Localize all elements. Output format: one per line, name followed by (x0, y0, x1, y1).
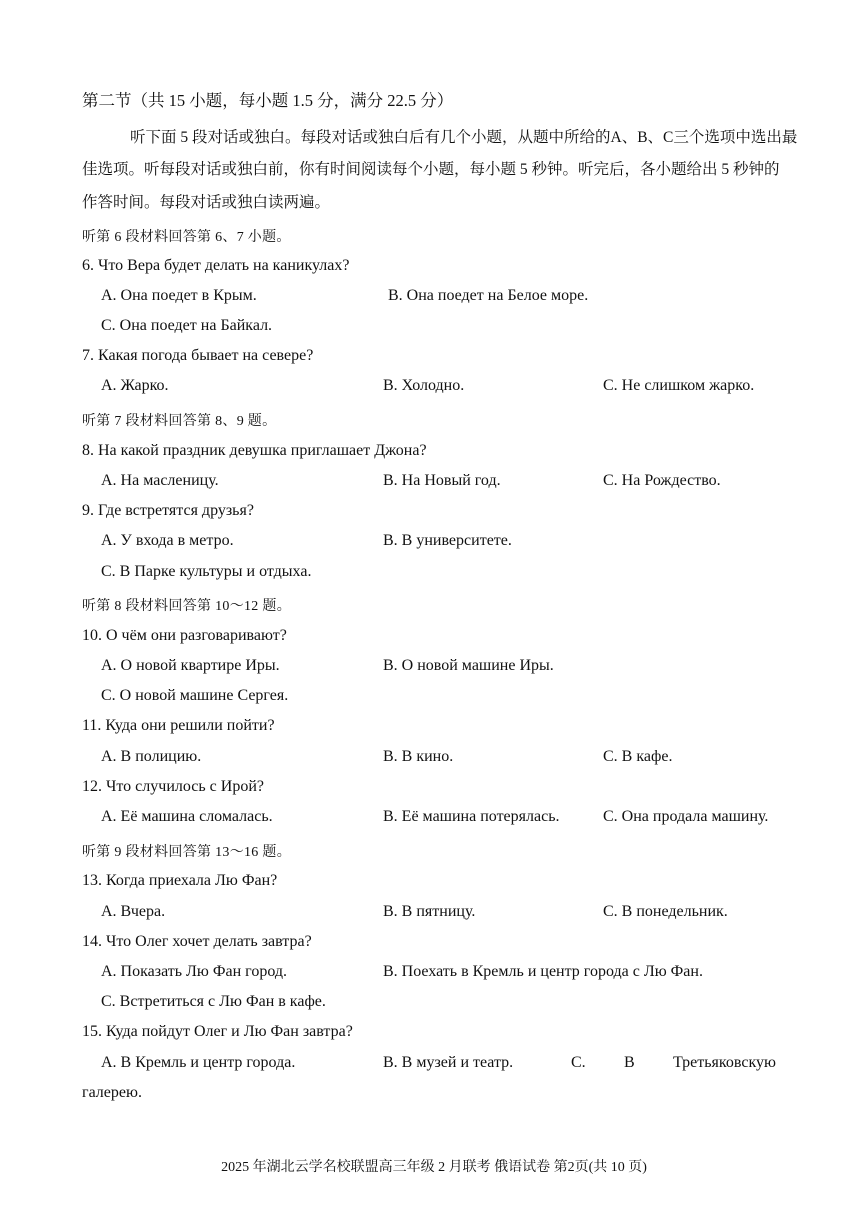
group-header: 听第 9 段材料回答第 13～16 题。 (82, 845, 291, 860)
option-a: A. В полицию. (101, 748, 202, 765)
option-a: A. Вчера. (101, 903, 166, 920)
instructions-line-3: 作答时间。每段对话或独白读两遍。 (82, 194, 331, 211)
question-15: 15. Куда пойдут Олег и Лю Фан завтра? (82, 1023, 353, 1040)
instructions-line-1: 听下面 5 段对话或独白。每段对话或独白后有几个小题，从题中所给的A、B、C三个选项中选出最 (130, 129, 798, 146)
option-c: C. Встретиться с Лю Фан в кафе. (101, 993, 326, 1010)
option-a: A. О новой квартире Иры. (101, 657, 280, 674)
option-b: B. Она поедет на Белое море. (388, 287, 589, 304)
option-b: B. На Новый год. (383, 472, 501, 489)
option-c: C. Она продала машину. (603, 808, 769, 825)
option-b: B. В кино. (383, 748, 454, 765)
option-c-word-2: Третьяковскую (673, 1054, 776, 1071)
question-6: 6. Что Вера будет делать на каникулах? (82, 257, 350, 274)
question-12: 12. Что случилось с Ирой? (82, 778, 264, 795)
option-b: B. В музей и театр. (383, 1054, 514, 1071)
option-c: C. В понедельник. (603, 903, 728, 920)
section-title: 第二节（共 15 小题，每小题 1.5 分，满分 22.5 分） (82, 91, 454, 110)
group-header: 听第 8 段材料回答第 10～12 题。 (82, 599, 291, 614)
option-a: A. Она поедет в Крым. (101, 287, 257, 304)
question-8: 8. На какой праздник девушка приглашает Джона? (82, 442, 427, 459)
option-c: C. В Парке культуры и отдыха. (101, 563, 312, 580)
question-7: 7. Какая погода бывает на севере? (82, 347, 314, 364)
option-b: B. Поехать в Кремль и центр города с Лю Фан. (383, 963, 703, 980)
option-b: B. О новой машине Иры. (383, 657, 554, 674)
option-a: A. Показать Лю Фан город. (101, 963, 287, 980)
option-a: A. У входа в метро. (101, 532, 234, 549)
option-a: A. На масленицу. (101, 472, 219, 489)
question-13: 13. Когда приехала Лю Фан? (82, 872, 278, 889)
option-c-word-1: В (624, 1054, 635, 1071)
group-header: 听第 7 段材料回答第 8、9 题。 (82, 414, 277, 429)
question-11: 11. Куда они решили пойти? (82, 717, 275, 734)
option-c-continuation: галерею. (82, 1084, 142, 1101)
option-c: C. Не слишком жарко. (603, 377, 755, 394)
option-a: A. Её машина сломалась. (101, 808, 273, 825)
option-a: A. В Кремль и центр города. (101, 1054, 296, 1071)
group-header: 听第 6 段材料回答第 6、7 小题。 (82, 230, 291, 245)
option-a: A. Жарко. (101, 377, 169, 394)
question-9: 9. Где встретятся друзья? (82, 502, 254, 519)
option-c-letter: C. (571, 1054, 586, 1071)
option-b: B. Её машина потерялась. (383, 808, 560, 825)
question-10: 10. О чём они разговаривают? (82, 627, 287, 644)
option-b: B. Холодно. (383, 377, 465, 394)
option-c: C. На Рождество. (603, 472, 721, 489)
option-b: B. В университете. (383, 532, 512, 549)
question-14: 14. Что Олег хочет делать завтра? (82, 933, 312, 950)
page-footer: 2025 年湖北云学名校联盟高三年级 2 月联考 俄语试卷 第2页(共 10 页) (221, 1160, 647, 1175)
option-c: C. О новой машине Сергея. (101, 687, 289, 704)
option-b: B. В пятницу. (383, 903, 476, 920)
instructions-line-2: 佳选项。听每段对话或独白前，你有时间阅读每个小题，每小题 5 秒钟。听完后，各小题给出 5 秒钟的 (82, 161, 780, 178)
option-c: C. Она поедет на Байкал. (101, 317, 273, 334)
option-c: C. В кафе. (603, 748, 673, 765)
